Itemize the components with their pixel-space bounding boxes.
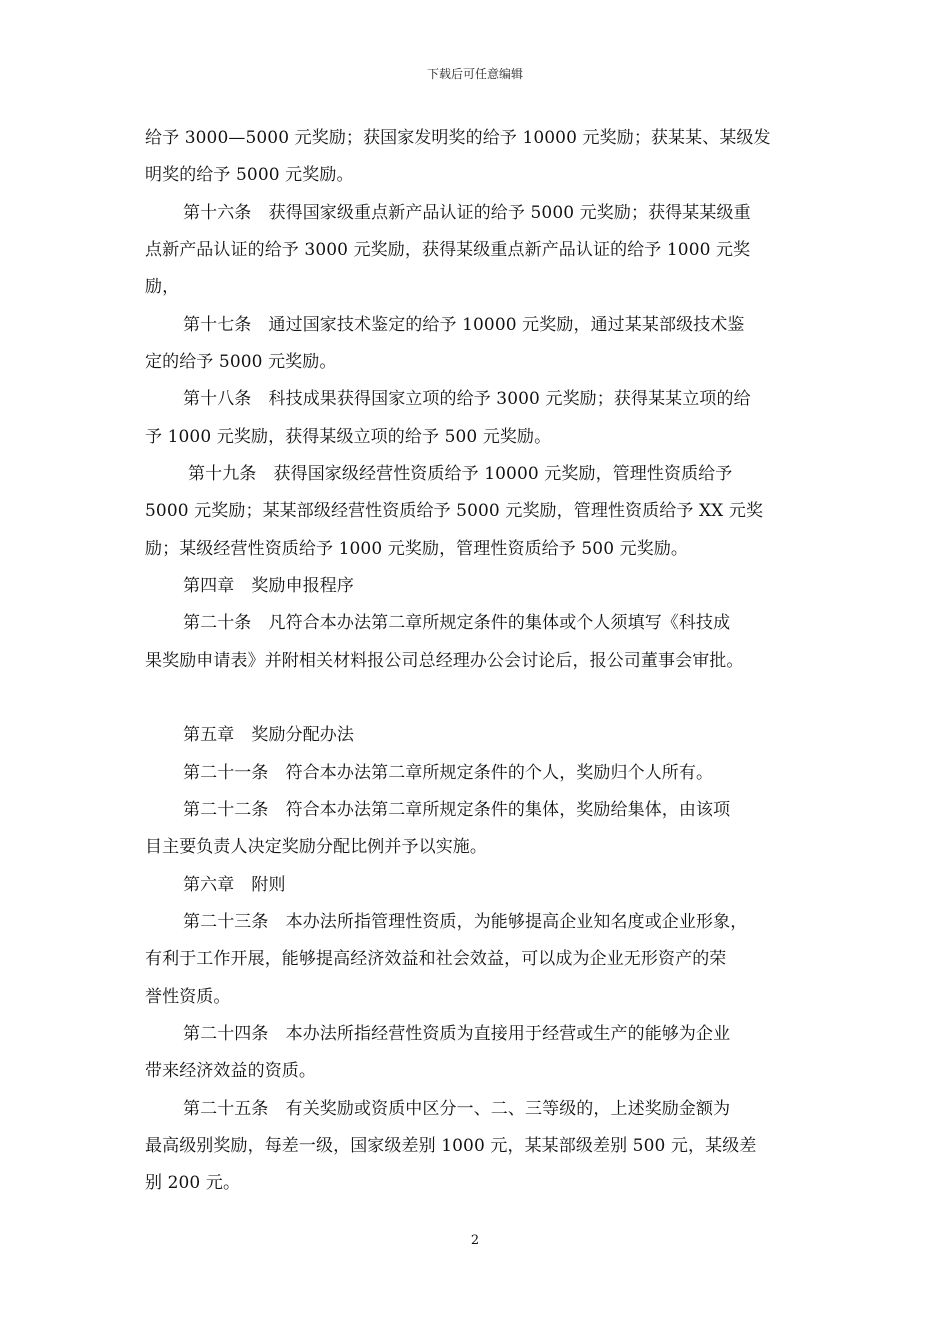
- article-19: 第十九条 获得国家级经营性资质给予 10000 元奖励，管理性资质给予: [188, 464, 733, 484]
- article-16: 第十六条 获得国家级重点新产品认证的给予 5000 元奖励；获得某某级重: [183, 203, 751, 223]
- body-line: 有利于工作开展，能够提高经济效益和社会效益，可以成为企业无形资产的荣: [145, 949, 727, 969]
- body-line: 励，: [145, 277, 180, 297]
- body-line: 果奖励申请表》并附相关材料报公司总经理办公会讨论后，报公司董事会审批。: [145, 651, 744, 671]
- chapter-6-heading: 第六章 附则: [183, 875, 286, 895]
- body-line: 给予 3000—5000 元奖励；获国家发明奖的给予 10000 元奖励；获某某、某级发: [145, 128, 771, 148]
- article-18: 第十八条 科技成果获得国家立项的给予 3000 元奖励；获得某某立项的给: [183, 389, 751, 409]
- body-line: 目主要负责人决定奖励分配比例并予以实施。: [145, 837, 487, 857]
- body-line: 点新产品认证的给予 3000 元奖励，获得某级重点新产品认证的给予 1000 元奖: [145, 240, 751, 260]
- body-line: 定的给予 5000 元奖励。: [145, 352, 337, 372]
- article-21: 第二十一条 符合本办法第二章所规定条件的个人，奖励归个人所有。: [183, 763, 714, 783]
- article-22: 第二十二条 符合本办法第二章所规定条件的集体，奖励给集体，由该项: [183, 800, 731, 820]
- body-line: 励；某级经营性资质给予 1000 元奖励，管理性资质给予 500 元奖励。: [145, 539, 689, 559]
- body-line: 别 200 元。: [145, 1173, 241, 1193]
- article-20: 第二十条 凡符合本办法第二章所规定条件的集体或个人须填写《科技成: [183, 613, 731, 633]
- article-17: 第十七条 通过国家技术鉴定的给予 10000 元奖励，通过某某部级技术鉴: [183, 315, 745, 335]
- chapter-4-heading: 第四章 奖励申报程序: [183, 576, 354, 596]
- body-line: 5000 元奖励；某某部级经营性资质给予 5000 元奖励，管理性资质给予 XX 元奖: [145, 501, 764, 521]
- page-number: 2: [470, 1233, 480, 1248]
- article-24: 第二十四条 本办法所指经营性资质为直接用于经营或生产的能够为企业: [183, 1024, 731, 1044]
- body-line: 带来经济效益的资质。: [145, 1061, 316, 1081]
- chapter-5-heading: 第五章 奖励分配办法: [183, 725, 354, 745]
- body-line: 予 1000 元奖励，获得某级立项的给予 500 元奖励。: [145, 427, 552, 447]
- body-line: 最高级别奖励，每差一级，国家级差别 1000 元，某某部级差别 500 元，某级差: [145, 1136, 757, 1156]
- header-note: 下载后可任意编辑: [426, 67, 523, 81]
- article-23: 第二十三条 本办法所指管理性资质，为能够提高企业知名度或企业形象，: [183, 912, 748, 932]
- article-25: 第二十五条 有关奖励或资质中区分一、二、三等级的，上述奖励金额为: [183, 1099, 731, 1119]
- body-line: 誉性资质。: [145, 987, 231, 1007]
- body-line: 明奖的给予 5000 元奖励。: [145, 165, 354, 185]
